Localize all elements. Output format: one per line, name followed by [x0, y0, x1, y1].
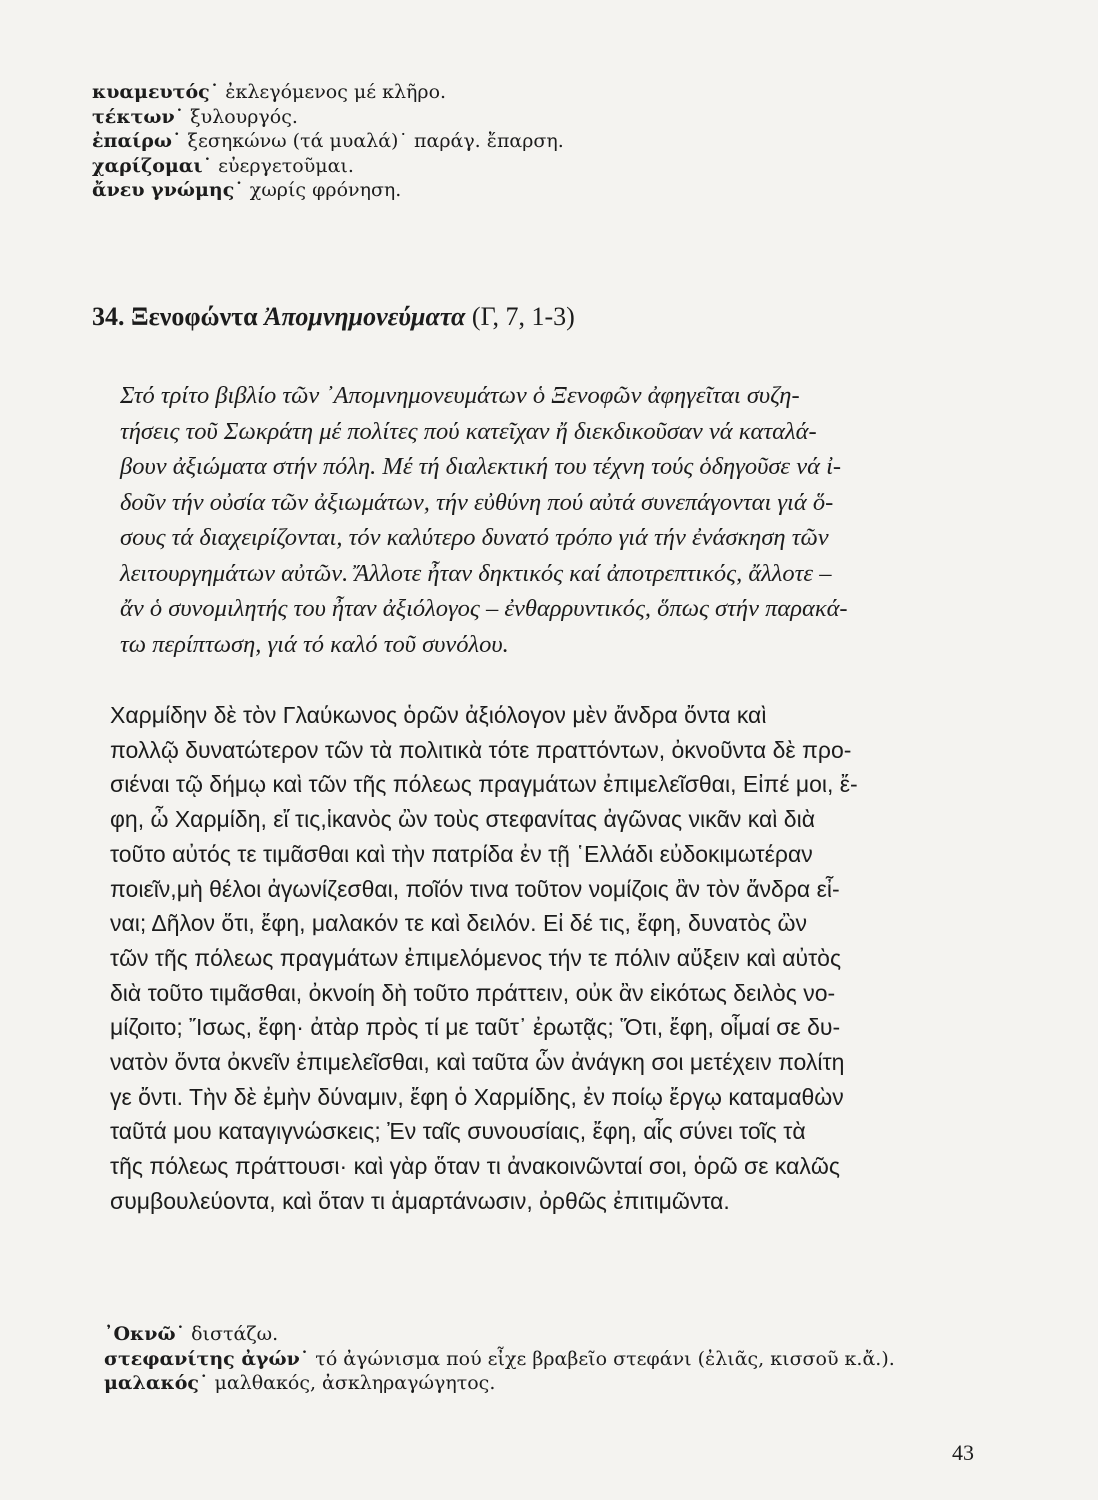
glossary-definition: χωρίς φρόνηση.	[243, 179, 402, 201]
glossary-definition: ξεσηκώνω (τά μυαλά)˙ παράγ. ἔπαρση.	[181, 130, 564, 152]
glossary-term: μαλακός	[104, 1372, 199, 1394]
section-author: Ξενοφώντα	[131, 302, 258, 331]
glossary-term: τέκτων	[92, 105, 175, 128]
glossary-term: στεφανίτης ἀγών	[104, 1347, 300, 1370]
glossary-entry	[92, 105, 564, 130]
intro-line: λειτουργημάτων αὐτῶν. Ἄλλοτε ἦταν δηκτικός καί ἀποτρεπτικός, ἄλλοτε –	[120, 559, 832, 587]
passage-line: τῶν τῆς πόλεως πραγμάτων ἐπιμελόμενος τήν τε πόλιν αὔξειν καὶ αὐτὸς	[110, 944, 842, 971]
intro-line: Στό τρίτο βιβλίο τῶν ᾿Απομνημονευμάτων ὁ Ξενοφῶν ἀφηγεῖται συζη-	[120, 382, 800, 409]
passage-line: συμβουλεύοντα, καὶ ὅταν τι ἁμαρτάνωσιν, ὀρθῶς ἐπιτιμῶντα.	[110, 1187, 730, 1214]
glossary-separator: ˙	[198, 1372, 209, 1394]
passage-line: ποιεῖν,μὴ θέλοι ἀγωνίζεσθαι, ποῖόν τινα τοῦτον νομίζοις ἂν τὸν ἄνδρα εἶ-	[110, 875, 840, 902]
passage-line: τοῦτο αὐτός τε τιμᾶσθαι καὶ τὴν πατρίδα ἐν τῇ ῾Ελλάδι εὐδοκιμωτέραν	[110, 840, 813, 867]
glossary-separator: ˙	[172, 130, 182, 152]
glossary-separator: ˙	[299, 1347, 310, 1370]
glossary-definition: τό ἀγώνισμα πού εἶχε βραβεῖο στεφάνι (ἐλιᾶς, κισσοῦ κ.ἄ.).	[309, 1347, 895, 1370]
glossary-entry	[104, 1371, 895, 1396]
glossary-separator: ˙	[234, 179, 244, 201]
intro-line: δοῦν τήν οὐσία τῶν ἀξιωμάτων, τήν εὐθύνη πού αὐτά συνεπάγονται γιά ὅ-	[120, 488, 834, 516]
section-work-title: Ἀπομνημονεύματα	[264, 302, 466, 331]
passage-line: νατὸν ὄντα ὀκνεῖν ἐπιμελεῖσθαι, καὶ ταῦτα ὧν ἀνάγκη σοι μετέχειν πολίτη	[110, 1049, 845, 1076]
intro-line: σους τά διαχειρίζονται, τόν καλύτερο δυνατό τρόπο γιά τήν ἐνάσκηση τῶν	[120, 524, 829, 551]
passage-line: σιέναι τῷ δήμῳ καὶ τῶν τῆς πόλεως πραγμάτων ἐπιμελεῖσθαι, Εἰπέ μοι, ἔ-	[110, 771, 858, 798]
glossary-top	[92, 80, 564, 203]
glossary-term: ᾿Οκνῶ	[104, 1323, 176, 1345]
intro-line: τήσεις τοῦ Σωκράτη μέ πολίτες πού κατεῖχαν ἤ διεκδικοῦσαν νά καταλά-	[120, 417, 817, 445]
glossary-entry	[92, 80, 564, 105]
glossary-definition: εὐεργετοῦμαι.	[212, 154, 354, 177]
ancient-greek-passage	[110, 698, 990, 1219]
passage-line: γε ὄντι. Τὴν δὲ ἐμὴν δύναμιν, ἔφη ὁ Χαρμίδης, ἐν ποίῳ ἔργῳ καταμαθὼν	[110, 1083, 844, 1110]
glossary-term: ἐπαίρω	[92, 130, 172, 152]
glossary-definition: μαλθακός, ἀσκληραγώγητος.	[208, 1372, 496, 1394]
passage-line: τῆς πόλεως πράττουσι· καὶ γὰρ ὅταν τι ἀνακοινῶνταί σοι, ὁρῶ σε καλῶς	[110, 1153, 840, 1180]
page-number: 43	[952, 1440, 974, 1465]
glossary-term: ἄνευ γνώμης	[92, 179, 235, 201]
section-reference: (Γ, 7, 1-3)	[471, 302, 575, 331]
glossary-definition: διστάζω.	[185, 1323, 279, 1345]
section-number: 34.	[92, 302, 125, 331]
glossary-separator: ˙	[202, 154, 213, 177]
passage-line: διὰ τοῦτο τιμᾶσθαι, ὀκνοίη δὴ τοῦτο πράττειν, οὐκ ἂν εἰκότως δειλὸς νο-	[110, 979, 836, 1006]
glossary-entry	[92, 178, 564, 203]
intro-line: βουν ἀξιώματα στήν πόλη. Μέ τή διαλεκτική του τέχνη τούς ὁδηγοῦσε νά ἰ-	[120, 453, 842, 480]
glossary-separator: ˙	[175, 1323, 186, 1345]
passage-line: ταῦτά μου καταγιγνώσκεις; Ἐν ταῖς συνουσίαις, ἔφη, αἷς σύνει τοῖς τὰ	[110, 1118, 806, 1145]
glossary-entry	[104, 1322, 895, 1347]
glossary-bottom	[104, 1322, 895, 1396]
glossary-entry	[92, 154, 564, 179]
intro-paragraph	[120, 378, 980, 662]
glossary-definition: ἐκλεγόμενος μέ κλῆρο.	[219, 81, 447, 103]
glossary-term: κυαμευτός	[92, 81, 210, 103]
passage-line: ναι; Δῆλον ὅτι, ἔφη, μαλακόν τε καὶ δειλόν. Εἰ δέ τις, ἔφη, δυνατὸς ὢν	[110, 910, 808, 937]
intro-line: τω περίπτωση, γιά τό καλό τοῦ συνόλου.	[120, 630, 509, 658]
passage-line: μίζοιτο; Ἴσως, ἔφη· ἀτὰρ πρὸς τί με ταῦτ᾿ ἐρωτᾷς; Ὅτι, ἔφη, οἶμαί σε δυ-	[110, 1014, 841, 1041]
passage-line: Χαρμίδην δὲ τὸν Γλαύκωνος ὁρῶν ἀξιόλογον μὲν ἄνδρα ὄντα καὶ	[110, 702, 767, 728]
glossary-term: χαρίζομαι	[92, 154, 203, 177]
glossary-definition: ξυλουργός.	[184, 105, 298, 128]
passage-line: πολλῷ δυνατώτερον τῶν τὰ πολιτικὰ τότε πραττόντων, ὀκνοῦντα δὲ προ-	[110, 736, 852, 763]
intro-line: ἄν ὁ συνομιλητής του ἦταν ἀξιόλογος – ἐνθαρρυντικός, ὅπως στήν παρακά-	[120, 595, 848, 622]
glossary-entry	[104, 1347, 895, 1372]
glossary-separator: ˙	[174, 105, 185, 128]
glossary-separator: ˙	[209, 81, 220, 103]
passage-line: φη, ὦ Χαρμίδη, εἴ τις,ἱκανὸς ὢν τοὺς στεφανίτας ἀγῶνας νικᾶν καὶ διὰ	[110, 806, 815, 833]
section-heading	[92, 302, 575, 332]
glossary-entry	[92, 129, 564, 154]
